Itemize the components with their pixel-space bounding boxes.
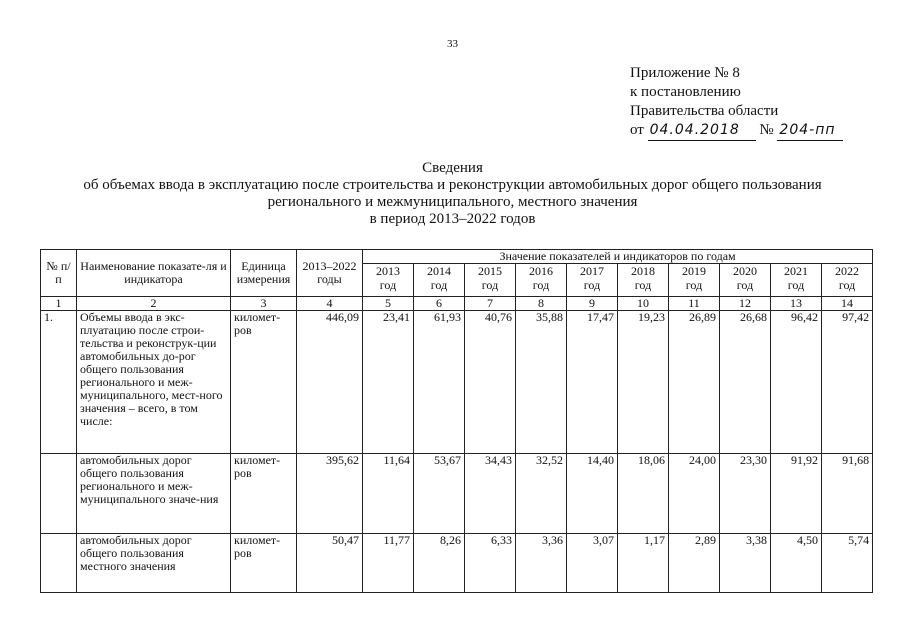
header-unit: Единица измерения xyxy=(231,250,297,297)
column-index-cell: 8 xyxy=(516,297,567,311)
row-value: 14,40 xyxy=(567,454,618,534)
row-value: 91,68 xyxy=(822,454,873,534)
row-value: 2,89 xyxy=(669,534,720,593)
header-year-suffix: год xyxy=(532,278,550,292)
header-year-4 xyxy=(567,264,618,297)
appendix-line-2: к постановлению xyxy=(630,84,741,100)
row-total: 446,09 xyxy=(297,311,363,454)
table-row xyxy=(41,454,873,534)
header-year-value: 2018 xyxy=(631,264,655,278)
header-year-0 xyxy=(363,264,414,297)
header-year-value: 2013 xyxy=(376,264,400,278)
appendix-date-line xyxy=(630,121,843,141)
header-year-suffix: год xyxy=(583,278,601,292)
header-year-value: 2017 xyxy=(580,264,604,278)
header-year-suffix: год xyxy=(787,278,805,292)
header-row-1 xyxy=(41,250,873,264)
row-total: 50,47 xyxy=(297,534,363,593)
row-value: 61,93 xyxy=(414,311,465,454)
header-year-suffix: год xyxy=(634,278,652,292)
column-index-cell: 6 xyxy=(414,297,465,311)
header-year-5 xyxy=(618,264,669,297)
header-year-suffix: год xyxy=(838,278,856,292)
header-year-value: 2020 xyxy=(733,264,757,278)
row-value: 96,42 xyxy=(771,311,822,454)
header-year-suffix: год xyxy=(379,278,397,292)
header-year-value: 2014 xyxy=(427,264,451,278)
column-index-row xyxy=(41,297,873,311)
row-value: 32,52 xyxy=(516,454,567,534)
column-index-cell: 2 xyxy=(77,297,231,311)
title-heading: Сведения xyxy=(422,160,483,176)
column-index-cell: 5 xyxy=(363,297,414,311)
row-name: автомобильных дорог общего пользования регионального и меж-муниципального значе-ния xyxy=(77,454,231,534)
column-index-cell: 1 xyxy=(41,297,77,311)
row-value: 11,77 xyxy=(363,534,414,593)
column-index-cell: 3 xyxy=(231,297,297,311)
header-year-suffix: год xyxy=(430,278,448,292)
column-index-cell: 11 xyxy=(669,297,720,311)
row-num: 1. xyxy=(41,311,77,454)
appendix-line-3: Правительства области xyxy=(630,103,779,119)
row-value: 8,26 xyxy=(414,534,465,593)
row-unit: километ-ров xyxy=(231,534,297,593)
row-value: 6,33 xyxy=(465,534,516,593)
row-value: 40,76 xyxy=(465,311,516,454)
from-label: от xyxy=(630,122,644,138)
header-year-6 xyxy=(669,264,720,297)
document-title xyxy=(0,160,905,228)
header-year-2 xyxy=(465,264,516,297)
row-unit: километ-ров xyxy=(231,311,297,454)
header-year-suffix: год xyxy=(481,278,499,292)
header-by-years: Значение показателей и индикаторов по годам xyxy=(363,250,873,264)
header-year-8 xyxy=(771,264,822,297)
header-year-value: 2016 xyxy=(529,264,553,278)
header-year-value: 2019 xyxy=(682,264,706,278)
row-value: 1,17 xyxy=(618,534,669,593)
row-unit: километ-ров xyxy=(231,454,297,534)
row-name: автомобильных дорог общего пользования местного значения xyxy=(77,534,231,593)
row-value: 19,23 xyxy=(618,311,669,454)
row-value: 97,42 xyxy=(822,311,873,454)
row-value: 3,38 xyxy=(720,534,771,593)
row-value: 26,68 xyxy=(720,311,771,454)
column-index-cell: 12 xyxy=(720,297,771,311)
header-year-suffix: год xyxy=(736,278,754,292)
appendix-line-1: Приложение № 8 xyxy=(630,65,740,81)
header-num: № п/п xyxy=(41,250,77,297)
row-value: 11,64 xyxy=(363,454,414,534)
row-value: 23,30 xyxy=(720,454,771,534)
row-value: 4,50 xyxy=(771,534,822,593)
row-value: 34,43 xyxy=(465,454,516,534)
column-index-cell: 13 xyxy=(771,297,822,311)
table-row xyxy=(41,311,873,454)
column-index-cell: 14 xyxy=(822,297,873,311)
header-year-9 xyxy=(822,264,873,297)
page-number: 33 xyxy=(447,38,458,50)
row-name: Объемы ввода в экс-плуатацию после строи-тельства и реконструк-ции автомобильных до-рог общего пользования регионального и меж-муниципального, мест-ного значения – всего, в том числе: xyxy=(77,311,231,454)
row-total: 395,62 xyxy=(297,454,363,534)
header-year-suffix: год xyxy=(685,278,703,292)
number-label: № xyxy=(759,122,774,138)
data-table xyxy=(40,249,873,593)
row-value: 53,67 xyxy=(414,454,465,534)
row-value: 26,89 xyxy=(669,311,720,454)
row-num xyxy=(41,454,77,534)
title-line-3: в период 2013–2022 годов xyxy=(369,211,536,227)
header-year-7 xyxy=(720,264,771,297)
handwritten-number: 204-пп xyxy=(777,121,843,141)
row-num xyxy=(41,534,77,593)
title-line-1: об объемах ввода в эксплуатацию после строительства и реконструкции автомобильных дорог общего пользования xyxy=(83,177,822,193)
row-value: 18,06 xyxy=(618,454,669,534)
row-value: 91,92 xyxy=(771,454,822,534)
header-year-1 xyxy=(414,264,465,297)
handwritten-date: 04.04.2018 xyxy=(648,121,756,141)
header-name: Наименование показате-ля и индикатора xyxy=(77,250,231,297)
row-value: 23,41 xyxy=(363,311,414,454)
row-value: 5,74 xyxy=(822,534,873,593)
header-total: 2013–2022 годы xyxy=(297,250,363,297)
row-value: 3,36 xyxy=(516,534,567,593)
row-value: 35,88 xyxy=(516,311,567,454)
appendix-block xyxy=(630,64,843,141)
header-year-value: 2021 xyxy=(784,264,808,278)
column-index-cell: 4 xyxy=(297,297,363,311)
column-index-cell: 7 xyxy=(465,297,516,311)
row-value: 17,47 xyxy=(567,311,618,454)
title-line-2: регионального и межмуниципального, местного значения xyxy=(267,194,638,210)
column-index-cell: 9 xyxy=(567,297,618,311)
row-value: 24,00 xyxy=(669,454,720,534)
table-row xyxy=(41,534,873,593)
row-value: 3,07 xyxy=(567,534,618,593)
column-index-cell: 10 xyxy=(618,297,669,311)
header-year-value: 2022 xyxy=(835,264,860,278)
header-year-value: 2015 xyxy=(478,264,502,278)
header-year-3 xyxy=(516,264,567,297)
